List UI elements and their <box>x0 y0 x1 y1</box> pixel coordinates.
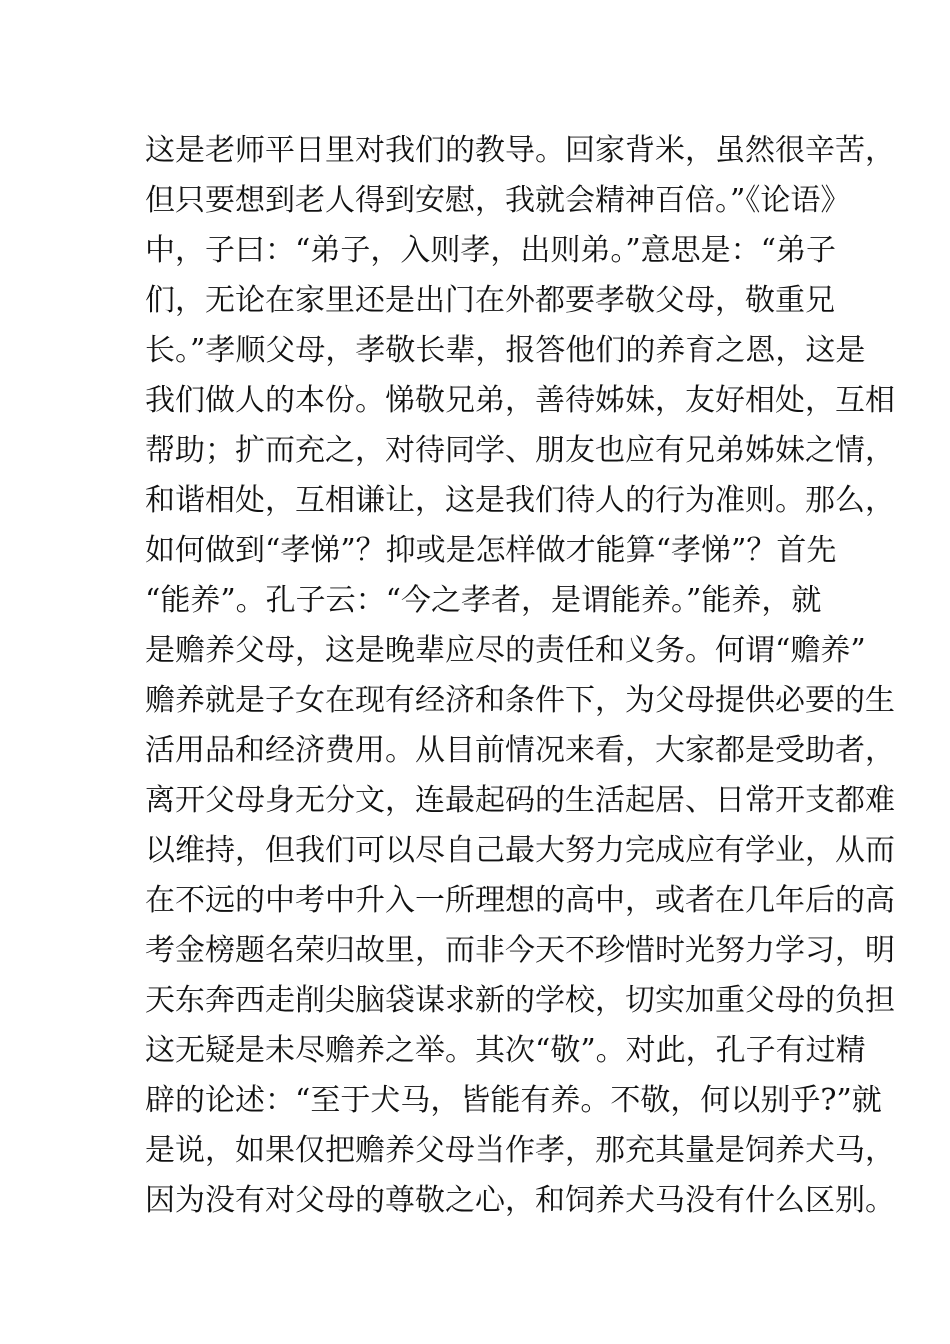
text-line: 在不远的中考中升入一所理想的高中，或者在几年后的高 <box>145 883 895 918</box>
text-line: “能养”。孔子云：“今之孝者，是谓能养。”能养，就 <box>145 583 822 618</box>
text-line: 是说，如果仅把赡养父母当作孝，那充其量是饲养犬马， <box>145 1133 895 1168</box>
body-text <box>145 126 895 1226</box>
text-line: 中，子曰：“弟子，入则孝，出则弟。”意思是：“弟子 <box>145 233 837 268</box>
text-line: 天东奔西走削尖脑袋谋求新的学校，切实加重父母的负担 <box>145 983 895 1018</box>
text-line: 我们做人的本份。悌敬兄弟，善待姊妹，友好相处，互相 <box>145 383 895 418</box>
text-line: 长。”孝顺父母，孝敬长辈，报答他们的养育之恩，这是 <box>145 333 866 368</box>
text-line: 辟的论述：“至于犬马，皆能有养。不敬，何以别乎?”就 <box>145 1083 882 1118</box>
text-line: 帮助；扩而充之，对待同学、朋友也应有兄弟姊妹之情， <box>145 433 895 468</box>
text-line: 考金榜题名荣归故里，而非今天不珍惜时光努力学习，明 <box>145 933 895 968</box>
text-line: 和谐相处，互相谦让，这是我们待人的行为准则。那么， <box>145 483 895 518</box>
text-line: 但只要想到老人得到安慰，我就会精神百倍。”《论语》 <box>145 183 851 218</box>
text-line: 赡养就是子女在现有经济和条件下，为父母提供必要的生 <box>145 683 895 718</box>
text-line: 活用品和经济费用。从目前情况来看，大家都是受助者， <box>145 733 895 768</box>
text-line: 以维持，但我们可以尽自己最大努力完成应有学业，从而 <box>145 833 895 868</box>
text-line: 因为没有对父母的尊敬之心，和饲养犬马没有什么区别。 <box>145 1183 895 1218</box>
text-line: 离开父母身无分文，连最起码的生活起居、日常开支都难 <box>145 783 895 818</box>
text-line: 如何做到“孝悌”？抑或是怎样做才能算“孝悌”？首先 <box>145 533 837 568</box>
text-line: 这是老师平日里对我们的教导。回家背米，虽然很辛苦， <box>145 133 895 168</box>
text-line: 这无疑是未尽赡养之举。其次“敬”。对此，孔子有过精 <box>145 1033 866 1068</box>
text-line: 是赡养父母，这是晚辈应尽的责任和义务。何谓“赡养” <box>145 633 866 668</box>
text-line: 们，无论在家里还是出门在外都要孝敬父母，敬重兄 <box>145 283 835 318</box>
